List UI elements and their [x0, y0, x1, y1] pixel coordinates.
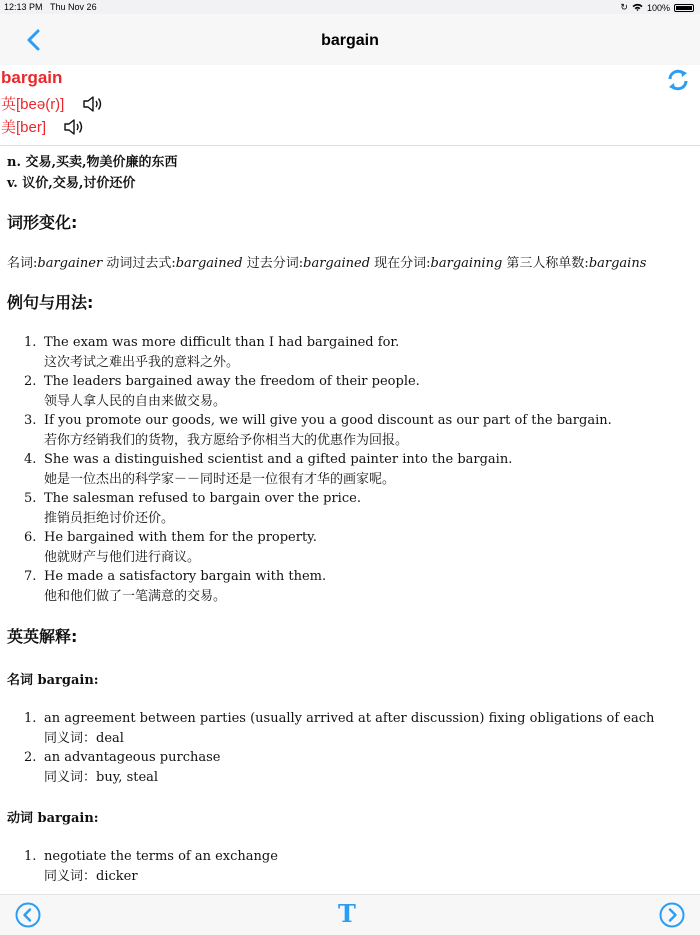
list-item: 4. She was a distinguished scientist and a gifted painter into the bargain. 她是一位杰出的科学家－－同时还是一位很有才华的画家呢。	[24, 452, 513, 487]
font-size-button[interactable]: T	[338, 899, 356, 928]
subhead-noun: 名词 bargain:	[7, 673, 99, 688]
list-item: 1. an agreement between parties (usually arrived at after discussion) fixing obligations of each 同义词：deal	[24, 711, 655, 746]
list-item: 1. negotiate the terms of an exchange 同义词：dicker	[24, 849, 278, 884]
speaker-us-button[interactable]	[63, 118, 85, 136]
section-title-examples: 例句与用法:	[7, 293, 94, 312]
pronunciation-uk	[1, 93, 104, 114]
pronunciation-uk-text: 英[beə(r)]	[1, 96, 65, 113]
subhead-verb: 动词 bargain:	[7, 811, 99, 826]
refresh-icon	[666, 68, 690, 92]
circle-chevron-right-icon	[659, 902, 685, 928]
section-title-english: 英英解释:	[7, 627, 78, 646]
pronunciation-us-text: 美[ber]	[1, 119, 47, 136]
previous-word-button[interactable]	[15, 902, 41, 928]
battery-icon	[674, 4, 694, 12]
list-item: 3. If you promote our goods, we will give you a good discount as our part of the bargain. 若你方经销我们的货物，我方愿给予你相当大的优惠作为回报。	[24, 413, 612, 448]
list-item: 2. an advantageous purchase 同义词：buy, steal	[24, 750, 221, 785]
list-item: 5. The salesman refused to bargain over the price. 推销员拒绝讨价还价。	[24, 491, 361, 526]
section-title-forms: 词形变化:	[7, 213, 78, 232]
status-right	[620, 2, 694, 13]
bottom-toolbar	[0, 894, 700, 935]
refresh-button[interactable]	[666, 68, 690, 92]
orientation-lock-icon: ↻	[620, 2, 628, 12]
list-item: 2. The leaders bargained away the freedom of their people. 领导人拿人民的自由来做交易。	[24, 374, 420, 409]
status-time: 12:13 PM Thu Nov 26	[4, 2, 97, 12]
pronunciation-us	[1, 116, 85, 137]
verb-sense-list	[0, 847, 278, 886]
speaker-uk-button[interactable]	[82, 95, 104, 113]
nav-bar	[0, 14, 700, 65]
definition-noun: n. 交易,买卖,物美价廉的东西	[7, 155, 178, 170]
example-list	[0, 333, 612, 606]
speaker-icon	[63, 118, 85, 136]
speaker-icon	[82, 95, 104, 113]
noun-sense-list	[0, 709, 654, 787]
list-item: 7. He made a satisfactory bargain with them. 他和他们做了一笔满意的交易。	[24, 569, 327, 604]
page-title: bargain	[321, 32, 379, 49]
headword-block	[0, 65, 700, 146]
definition-verb: v. 议价,交易,讨价还价	[7, 176, 136, 191]
word-forms: 名词:bargainer 动词过去式:bargained 过去分词:bargained 现在分词:bargaining 第三人称单数:bargains	[7, 256, 647, 271]
wifi-icon	[632, 3, 643, 13]
battery-percent: 100%	[646, 2, 670, 13]
circle-chevron-left-icon	[15, 902, 41, 928]
list-item: 6. He bargained with them for the property. 他就财产与他们进行商议。	[24, 530, 317, 565]
list-item: 1. The exam was more difficult than I had bargained for. 这次考试之难出乎我的意料之外。	[24, 335, 400, 370]
basic-definitions	[7, 152, 178, 194]
status-bar	[0, 0, 700, 14]
next-word-button[interactable]	[659, 902, 685, 928]
definition-content[interactable]	[0, 146, 700, 894]
headword: bargain	[1, 68, 63, 87]
